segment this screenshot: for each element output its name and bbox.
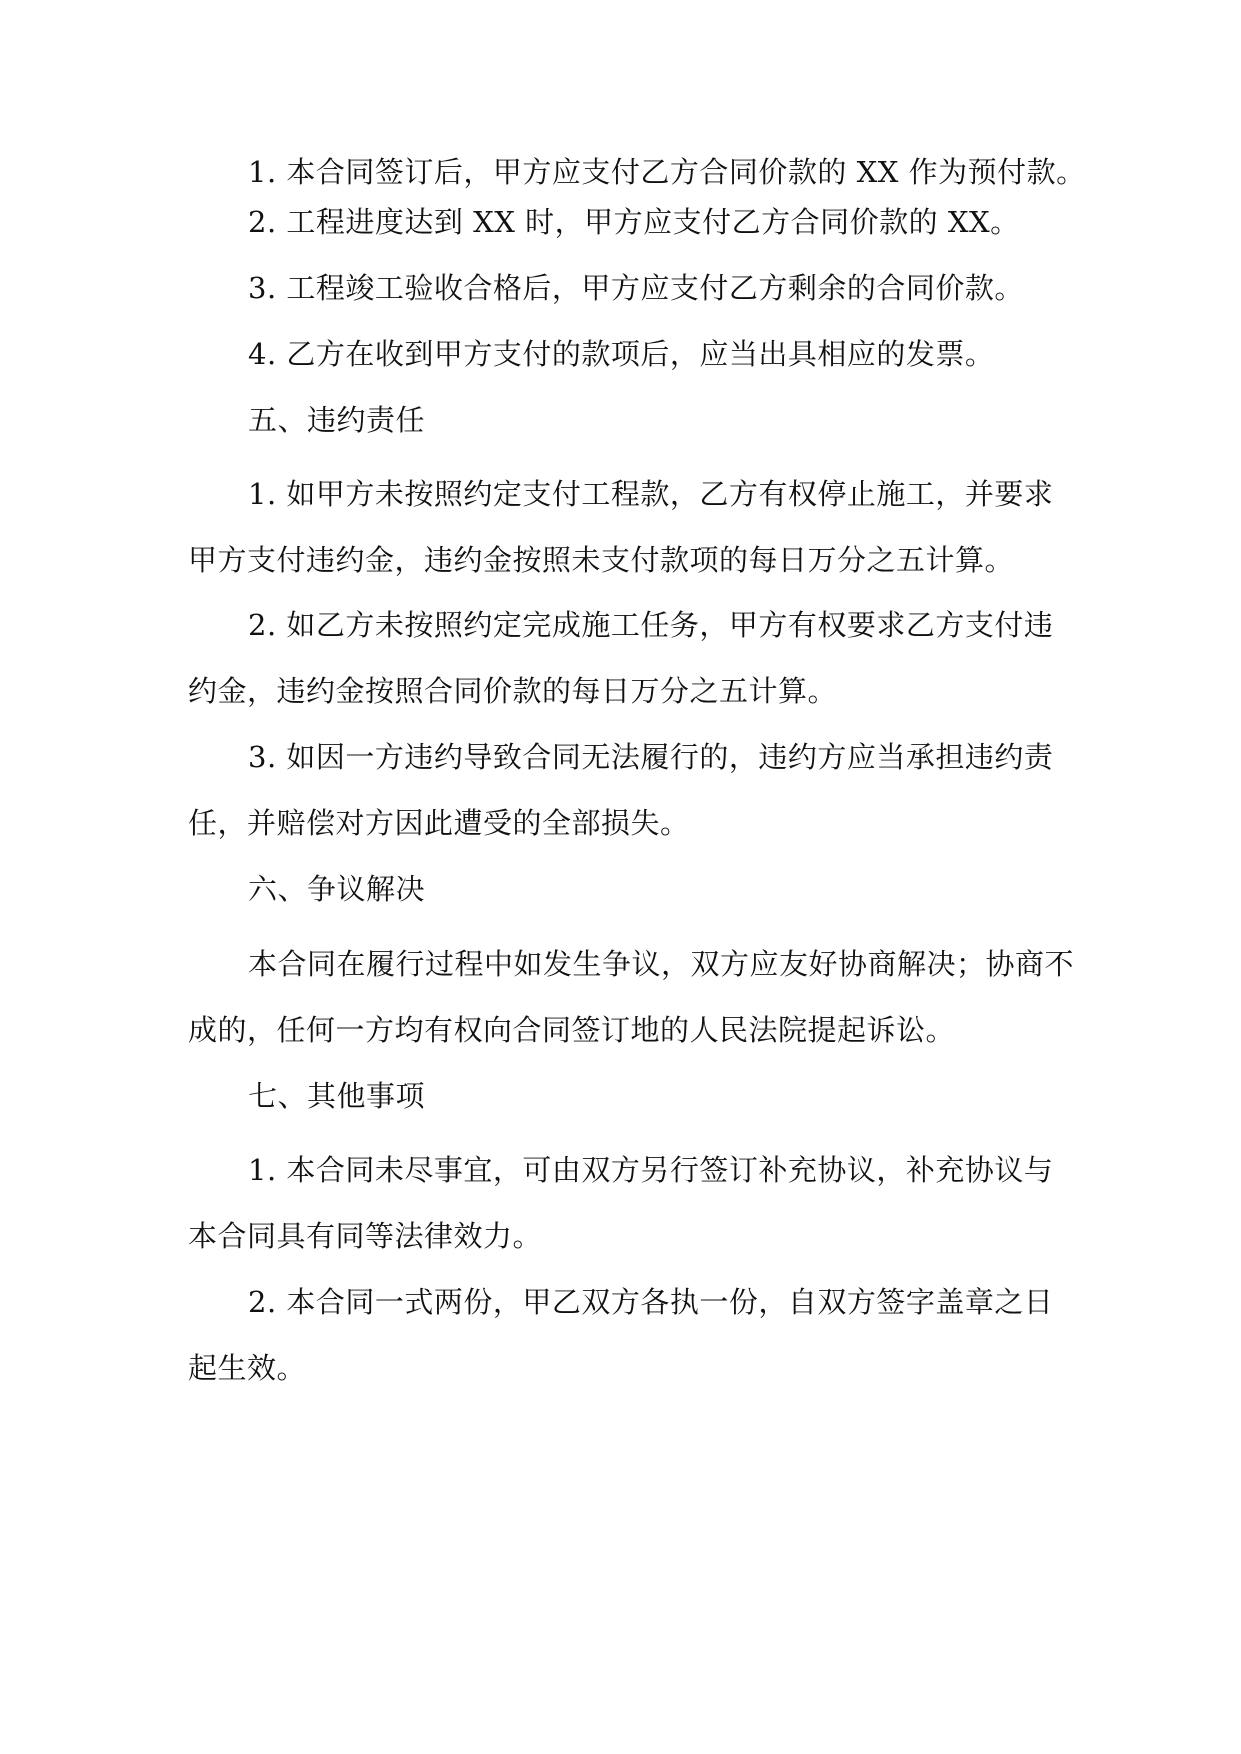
other-clause-2-line-1: 2. 本合同一式两份，甲乙双方各执一份，自双方签字盖章之日 <box>248 1285 1054 1319</box>
breach-clause-3-line-2: 任，并赔偿对方因此遭受的全部损失。 <box>188 806 690 840</box>
breach-clause-3-line-1: 3. 如因一方违约导致合同无法履行的，违约方应当承担违约责 <box>248 740 1054 774</box>
other-clause-2-line-2: 起生效。 <box>188 1351 307 1385</box>
payment-clause-4: 4. 乙方在收到甲方支付的款项后，应当出具相应的发票。 <box>248 337 995 371</box>
section-heading-dispute-resolution: 六、争议解决 <box>248 872 426 906</box>
dispute-clause-line-1: 本合同在履行过程中如发生争议，双方应友好协商解决；协商不 <box>248 947 1075 981</box>
dispute-clause-line-2: 成的，任何一方均有权向合同签订地的人民法院提起诉讼。 <box>188 1013 956 1047</box>
payment-clause-3: 3. 工程竣工验收合格后，甲方应支付乙方剩余的合同价款。 <box>248 271 1024 305</box>
other-clause-1-line-1: 1. 本合同未尽事宜，可由双方另行签订补充协议，补充协议与 <box>248 1153 1054 1187</box>
other-clause-1-line-2: 本合同具有同等法律效力。 <box>188 1219 543 1253</box>
breach-clause-1-line-2: 甲方支付违约金，违约金按照未支付款项的每日万分之五计算。 <box>188 543 1015 577</box>
section-heading-breach-liability: 五、违约责任 <box>248 403 426 437</box>
payment-clause-1: 1. 本合同签订后，甲方应支付乙方合同价款的 XX 作为预付款。 <box>248 155 1086 189</box>
section-heading-other-matters: 七、其他事项 <box>248 1079 426 1113</box>
breach-clause-2-line-2: 约金，违约金按照合同价款的每日万分之五计算。 <box>188 674 838 708</box>
breach-clause-2-line-1: 2. 如乙方未按照约定完成施工任务，甲方有权要求乙方支付违 <box>248 608 1054 642</box>
payment-clause-2: 2. 工程进度达到 XX 时，甲方应支付乙方合同价款的 XX。 <box>248 205 1020 239</box>
breach-clause-1-line-1: 1. 如甲方未按照约定支付工程款，乙方有权停止施工，并要求 <box>248 477 1054 511</box>
